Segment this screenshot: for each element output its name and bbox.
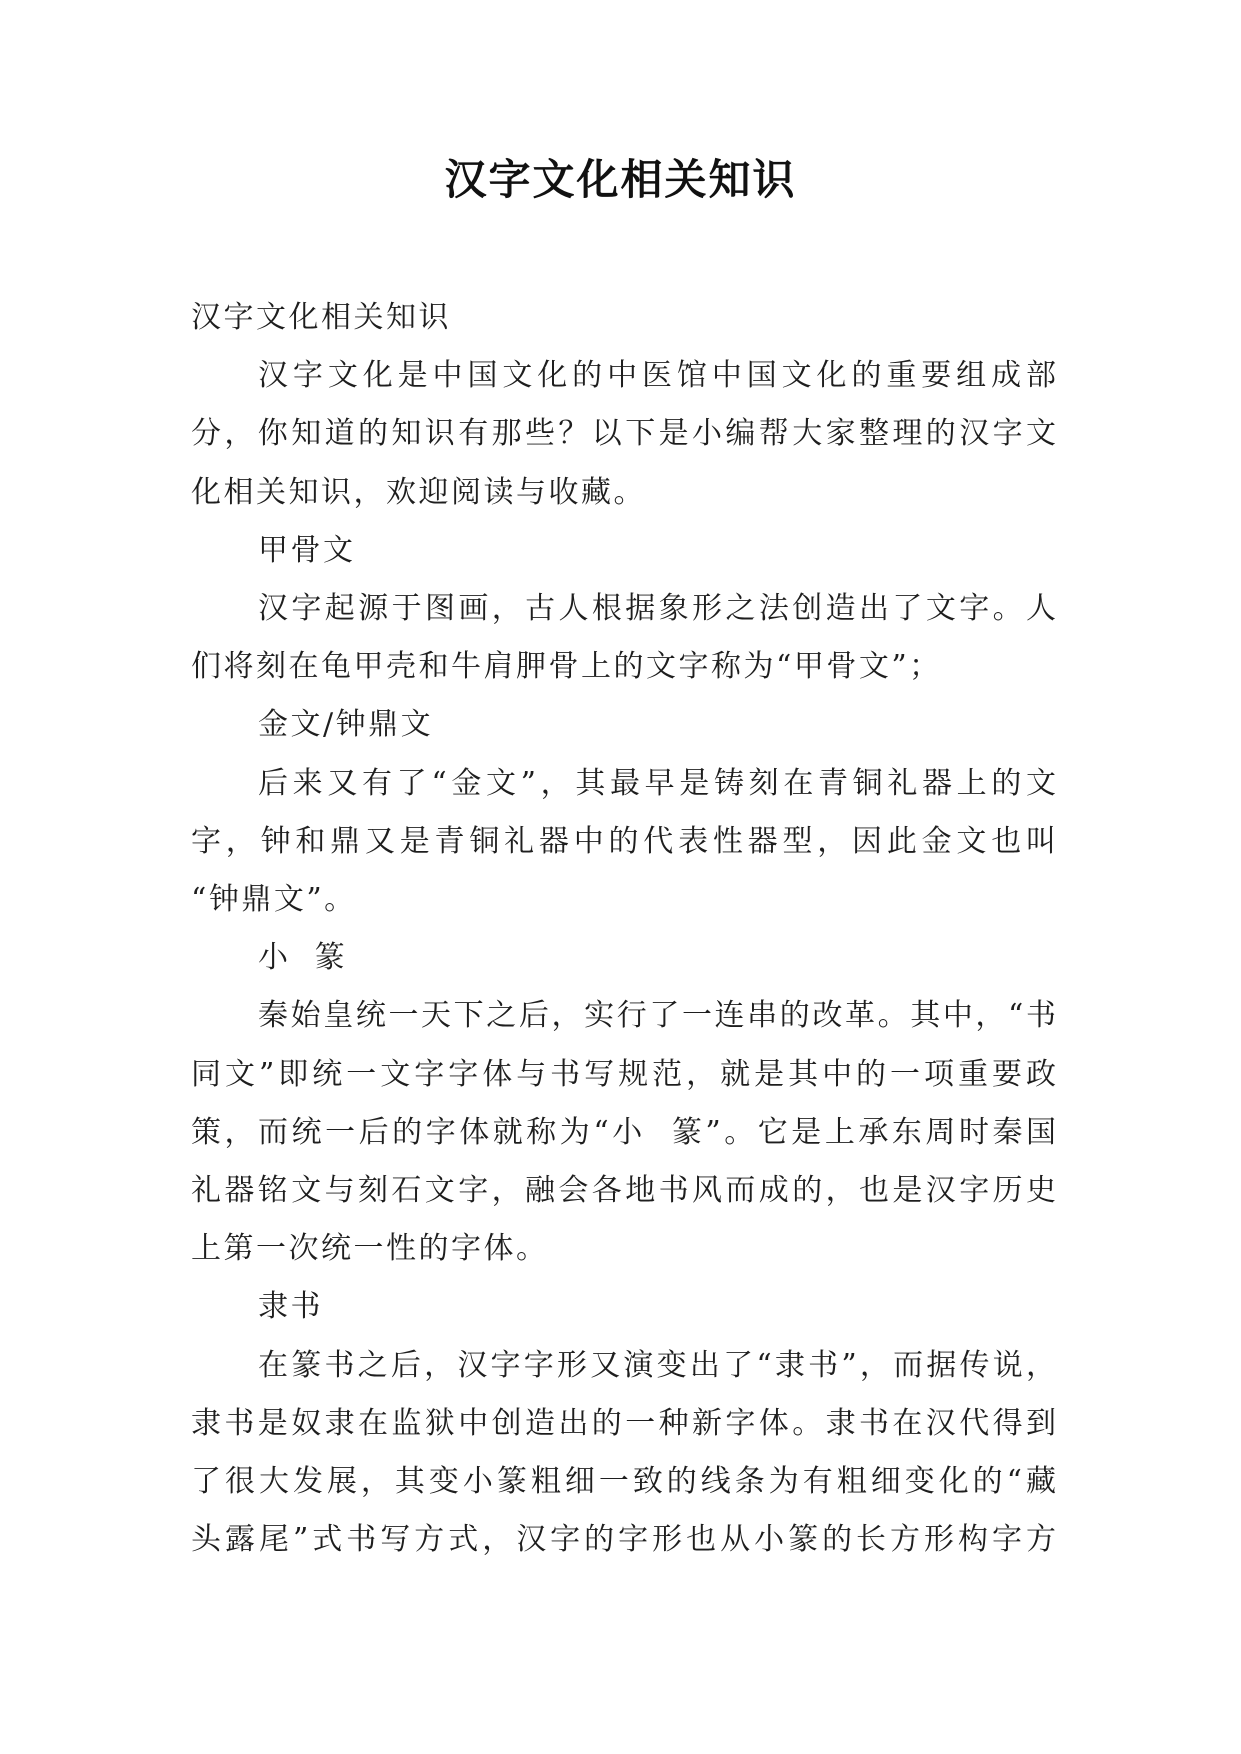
text-line: “钟鼎文”。 <box>191 882 357 917</box>
text-line: 汉字文化相关知识 <box>191 300 451 335</box>
text-line: 化相关知识，欢迎阅读与收藏。 <box>191 475 646 510</box>
text-line: 们将刻在龟甲壳和牛肩胛骨上的文字称为“甲骨文”； <box>191 649 942 684</box>
text-line: 隶书是奴隶在监狱中创造出的一种新字体。隶书在汉代得到 <box>191 1406 1056 1441</box>
text-line: 策，而统一后的字体就称为“小 篆”。它是上承东周时秦国 <box>191 1115 1056 1150</box>
text-line: 金文/钟鼎文 <box>258 707 434 742</box>
text-line: 分，你知道的知识有那些？以下是小编帮大家整理的汉字文 <box>191 416 1056 451</box>
text-line: 汉字起源于图画，古人根据象形之法创造出了文字。人 <box>258 591 1056 626</box>
text-line: 甲骨文 <box>258 533 356 568</box>
text-line: 汉字文化是中国文化的中医馆中国文化的重要组成部 <box>258 358 1056 393</box>
document-title: 汉字文化相关知识 <box>444 155 797 204</box>
text-line: 隶书 <box>258 1289 323 1324</box>
text-line: 字，钟和鼎又是青铜礼器中的代表性器型，因此金文也叫 <box>191 824 1056 859</box>
text-line: 在篆书之后，汉字字形又演变出了“隶书”，而据传说， <box>258 1348 1056 1383</box>
text-line: 同文”即统一文字字体与书写规范，就是其中的一项重要政 <box>191 1057 1056 1092</box>
text-line: 小 篆 <box>258 940 348 975</box>
text-line: 后来又有了“金文”，其最早是铸刻在青铜礼器上的文 <box>258 766 1056 801</box>
text-line: 礼器铭文与刻石文字，融会各地书风而成的，也是汉字历史 <box>191 1173 1056 1208</box>
text-line: 头露尾”式书写方式，汉字的字形也从小篆的长方形构字方 <box>191 1522 1056 1557</box>
text-line: 了很大发展，其变小篆粗细一致的线条为有粗细变化的“藏 <box>191 1464 1056 1499</box>
text-line: 秦始皇统一天下之后，实行了一连串的改革。其中，“书 <box>258 998 1056 1033</box>
text-line: 上第一次统一性的字体。 <box>191 1231 549 1266</box>
